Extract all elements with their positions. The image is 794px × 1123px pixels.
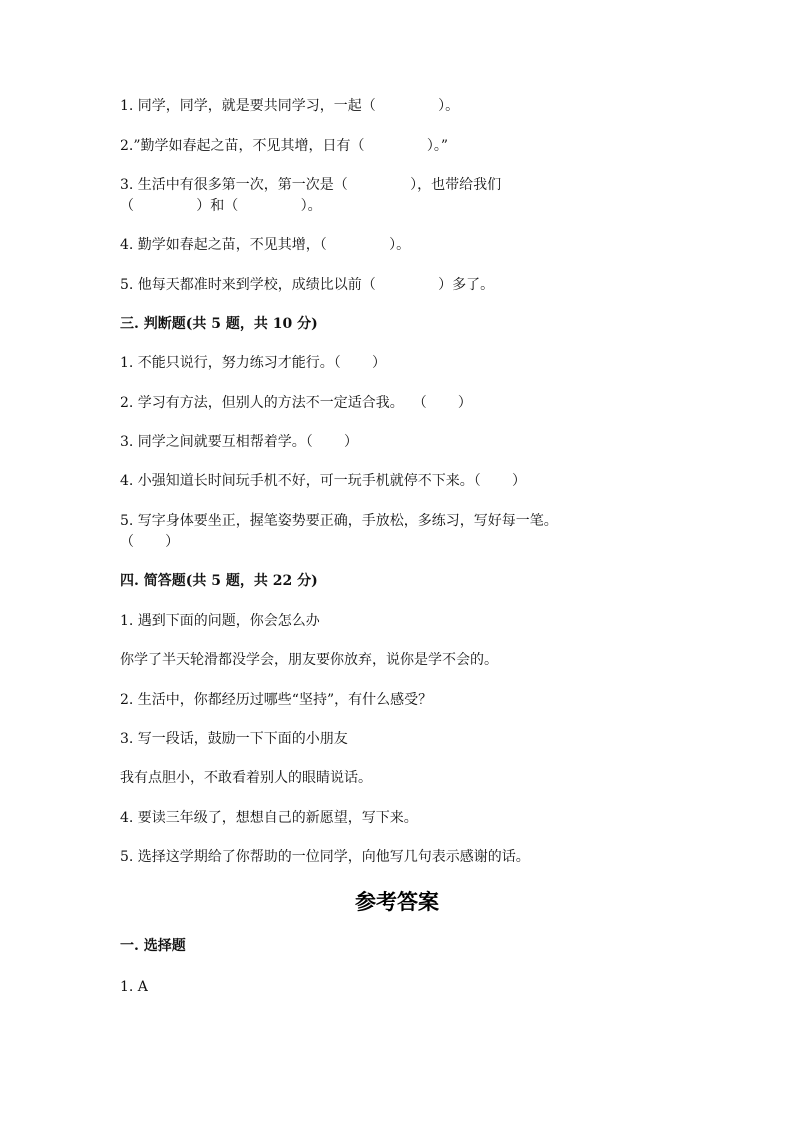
fill-question-3-line1: 3. 生活中有很多第一次，第一次是（ ），也带给我们 (120, 177, 502, 193)
short-answer-line-2: 你学了半天轮滑都没学会，朋友要你放弃，说你是学不会的。 (120, 652, 498, 668)
fill-question-4: 4. 勤学如春起之苗，不见其增，（ ）。 (120, 237, 411, 253)
judge-question-5-line2: （ ） (120, 534, 180, 550)
answer-item-1: 1. A (120, 979, 148, 995)
short-answer-line-4: 3. 写一段话，鼓励一下下面的小朋友 (120, 731, 348, 747)
judge-question-4: 4. 小强知道长时间玩手机不好，可一玩手机就停不下来。（ ） (120, 473, 526, 489)
judge-question-3: 3. 同学之间就要互相帮着学。（ ） (120, 434, 358, 450)
fill-question-5: 5. 他每天都准时来到学校，成绩比以前（ ）多了。 (120, 277, 495, 293)
short-answer-line-5: 我有点胆小，不敢看着别人的眼睛说话。 (120, 770, 372, 786)
short-answer-line-1: 1. 遇到下面的问题，你会怎么办 (120, 613, 320, 629)
short-answer-line-7: 5. 选择这学期给了你帮助的一位同学，向他写几句表示感谢的话。 (120, 849, 530, 865)
answer-section-1-heading: 一. 选择题 (120, 938, 186, 954)
answer-key-title: 参考答案 (355, 889, 439, 914)
judge-question-5-line1: 5. 写字身体要坐正，握笔姿势要正确，手放松，多练习，写好每一笔。 (120, 513, 558, 529)
section-4-heading: 四. 简答题(共 5 题，共 22 分) (120, 573, 318, 589)
fill-question-2: 2.”勤学如春起之苗，不见其增，日有（ ）。” (120, 138, 448, 154)
fill-question-1: 1. 同学，同学，就是要共同学习，一起（ ）。 (120, 98, 460, 114)
short-answer-line-3: 2. 生活中，你都经历过哪些“坚持”，有什么感受？ (120, 692, 433, 708)
judge-question-2: 2. 学习有方法，但别人的方法不一定适合我。 （ ） (120, 395, 472, 411)
fill-question-3-line2: （ ）和（ ）。 (120, 198, 322, 214)
judge-question-1: 1. 不能只说行，努力练习才能行。（ ） (120, 355, 386, 371)
short-answer-line-6: 4. 要读三年级了，想想自己的新愿望，写下来。 (120, 810, 418, 826)
section-3-heading: 三. 判断题(共 5 题，共 10 分) (120, 316, 318, 332)
